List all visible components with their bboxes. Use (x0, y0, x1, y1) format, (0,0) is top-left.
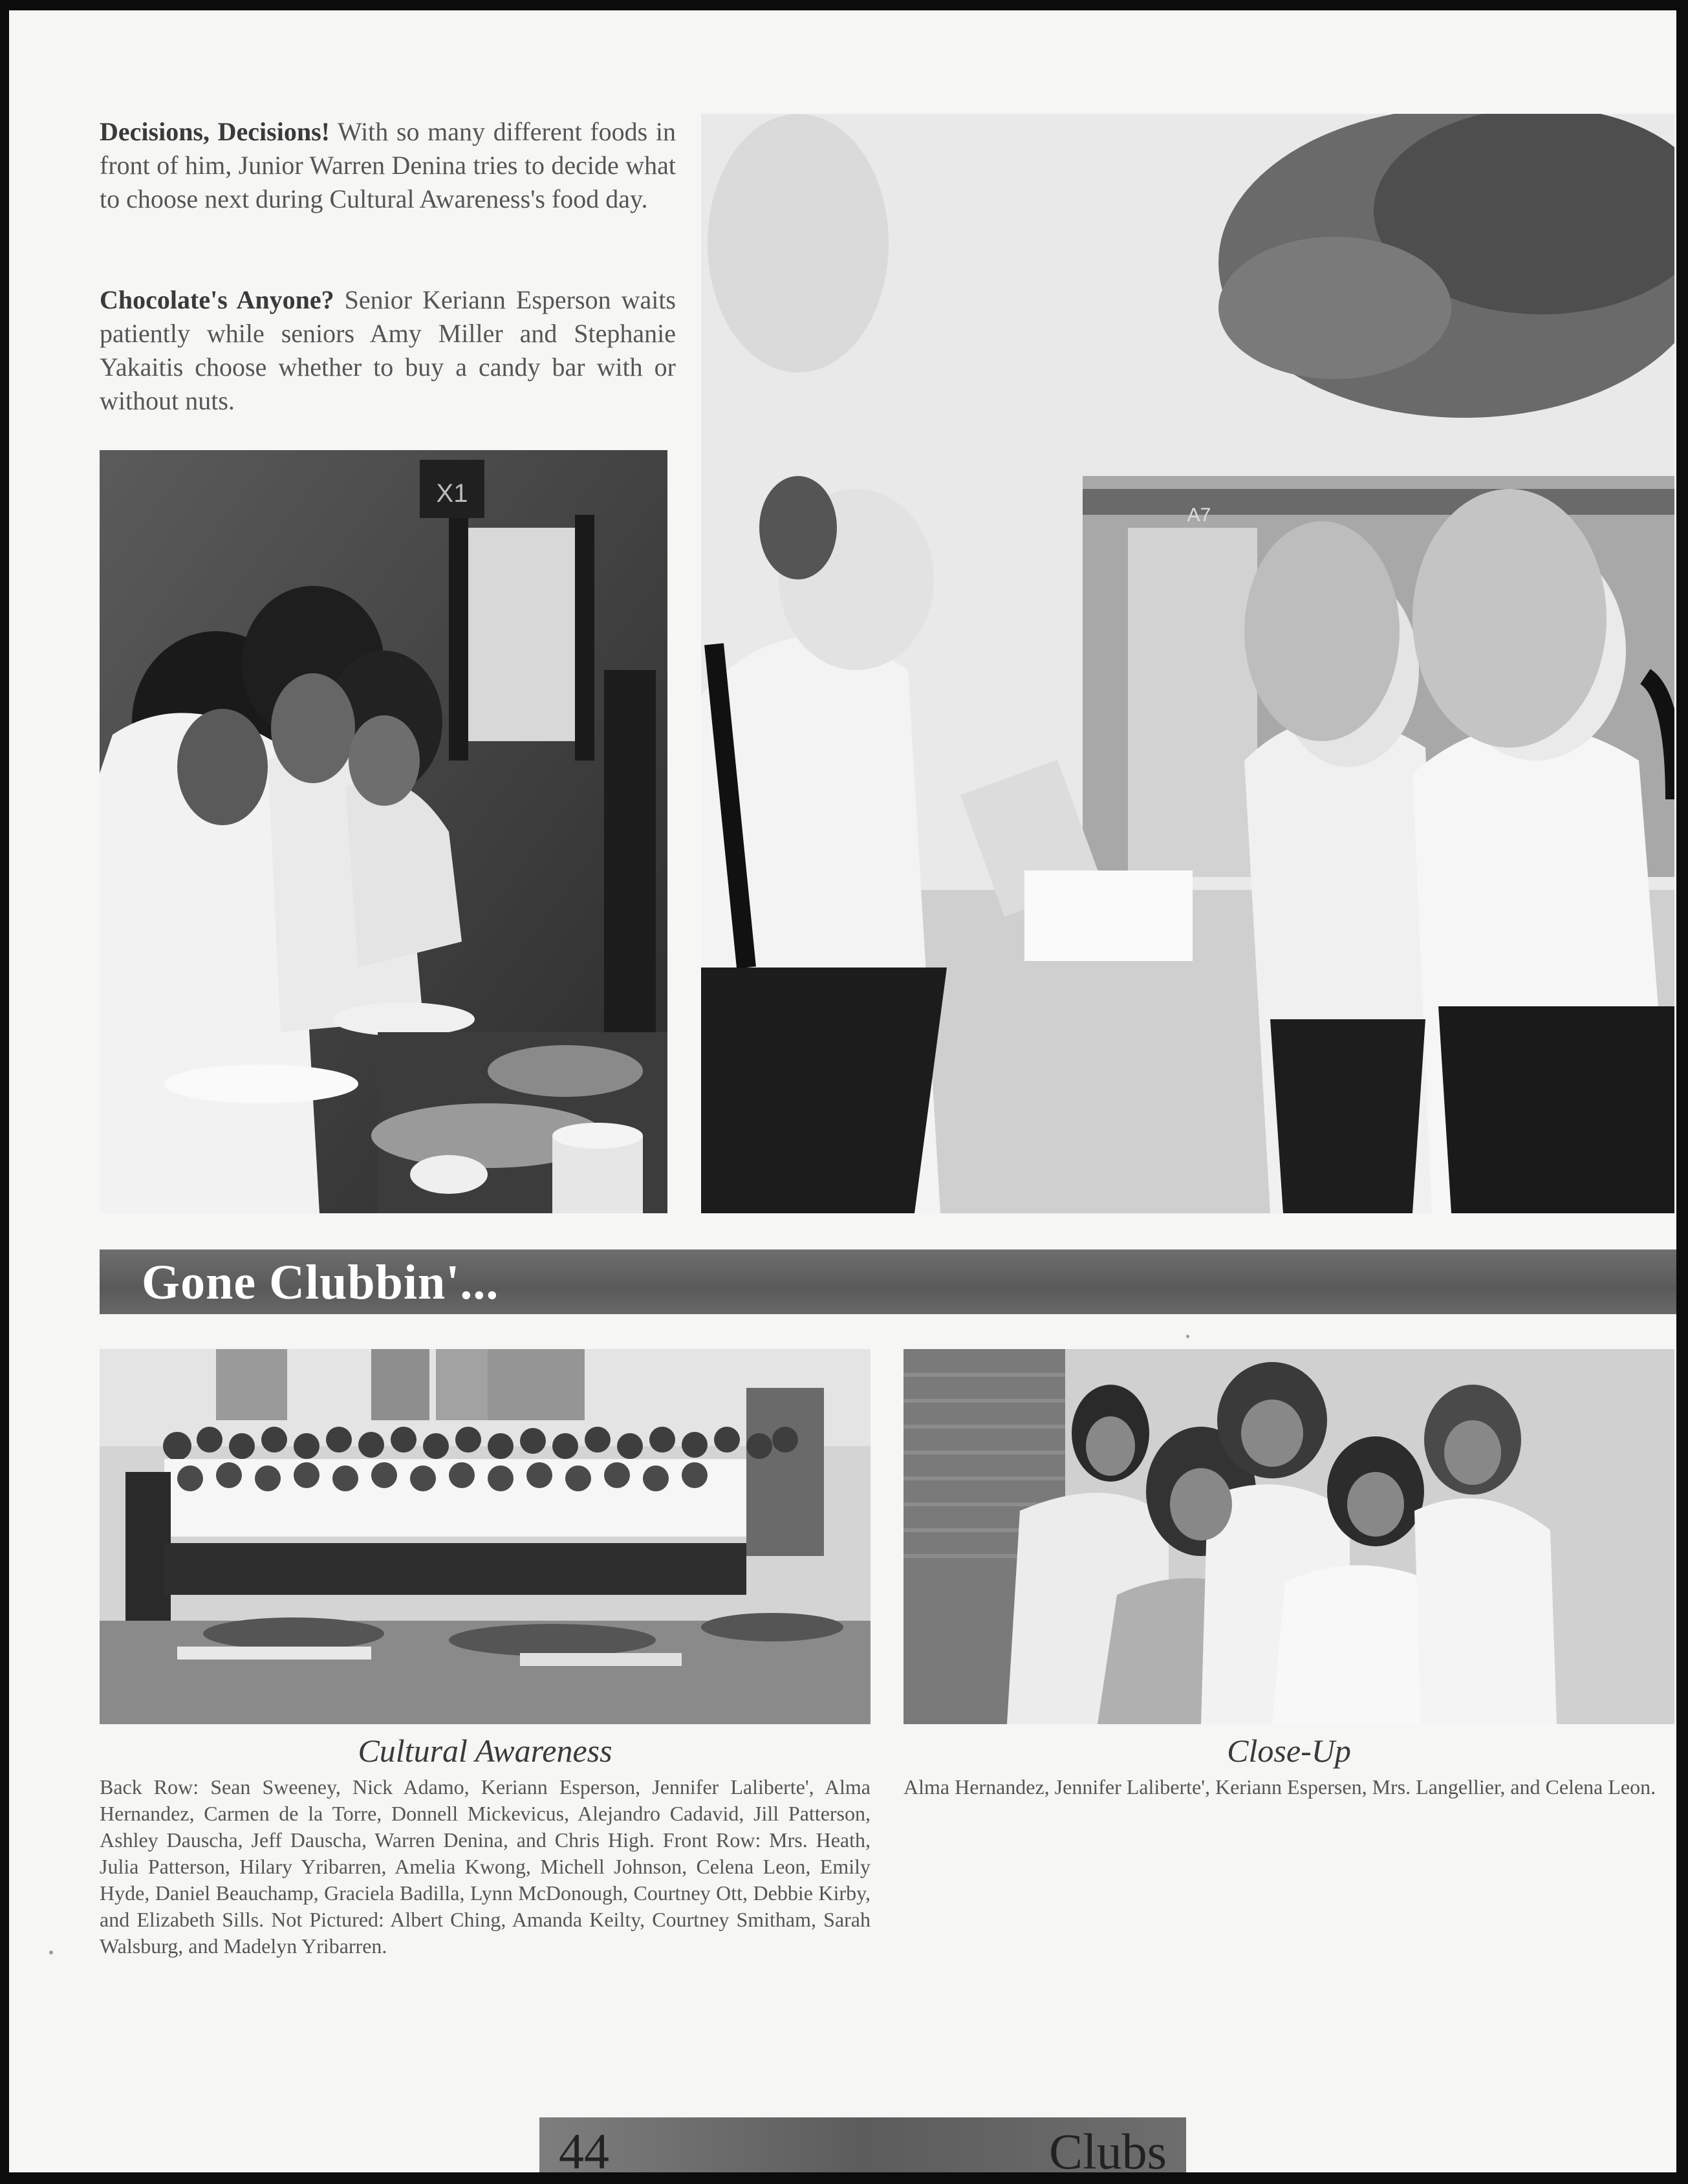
section-name: Clubs (1048, 2123, 1167, 2172)
caption-text: Senior Keriann Esperson waits patiently while seniors Amy Miller and Stephanie Yakaitis choose whether to buy a candy bar with or without nuts. (100, 285, 676, 415)
club-members-cultural-awareness: Back Row: Sean Sweeney, Nick Adamo, Keriann Esperson, Jennifer Laliberte', Alma Hernandez, Carmen de la Torre, Donnell Mickevicus, Alejandro Cadavid, Jill Patterson, Ashley Dauscha, Jeff Dauscha, Warren Denina, and Chris High. Front Row: Mrs. Heath, Julia Patterson, Hilary Yribarren, Amelia Kwong, Michell Johnson, Celena Leon, Emily Hyde, Daniel Beauchamp, Graciela Badilla, Lynn McDonough, Courtney Ott, Debbie Kirby, and Elizabeth Sills. Not Pictured: Albert Ching, Amanda Keilty, Courtney Smitham, Sarah Walsburg, and Madelyn Yribarren. (100, 1775, 871, 1958)
food-day-photo (100, 450, 667, 1213)
candy-sale-photo-image (701, 114, 1674, 1213)
cultural-awareness-group-photo-image (100, 1349, 871, 1724)
banner-title: Gone Clubbin'... (142, 1255, 499, 1310)
page-footer (539, 2117, 1186, 2172)
caption-text: With so many different foods in front of him, Junior Warren Denina tries to decide what to choose next during Cultural Awareness's food day. (100, 117, 676, 213)
page-number: 44 (559, 2123, 609, 2172)
yearbook-page (9, 10, 1676, 2172)
caption-chocolates (100, 283, 676, 418)
close-up-group-photo-image (904, 1349, 1674, 1724)
print-speck (49, 1951, 53, 1954)
section-banner (100, 1249, 1676, 1314)
food-day-photo-image (100, 450, 667, 1213)
close-up-group-photo (904, 1349, 1674, 1724)
candy-sale-photo (701, 114, 1674, 1213)
board-sign: X1 (436, 479, 468, 508)
club-title-close-up: Close-Up (1227, 1733, 1351, 1769)
caption-headline: Decisions, Decisions! (100, 117, 330, 146)
caption-headline: Chocolate's Anyone? (100, 285, 334, 314)
classroom-sign: A7 (1187, 504, 1211, 526)
club-members-close-up: Alma Hernandez, Jennifer Laliberte', Keriann Espersen, Mrs. Langellier, and Celena Leon. (904, 1775, 1656, 1799)
cultural-awareness-group-photo (100, 1349, 871, 1724)
print-speck (1186, 1335, 1189, 1338)
caption-decisions (100, 115, 676, 216)
club-title-cultural-awareness: Cultural Awareness (358, 1733, 612, 1769)
